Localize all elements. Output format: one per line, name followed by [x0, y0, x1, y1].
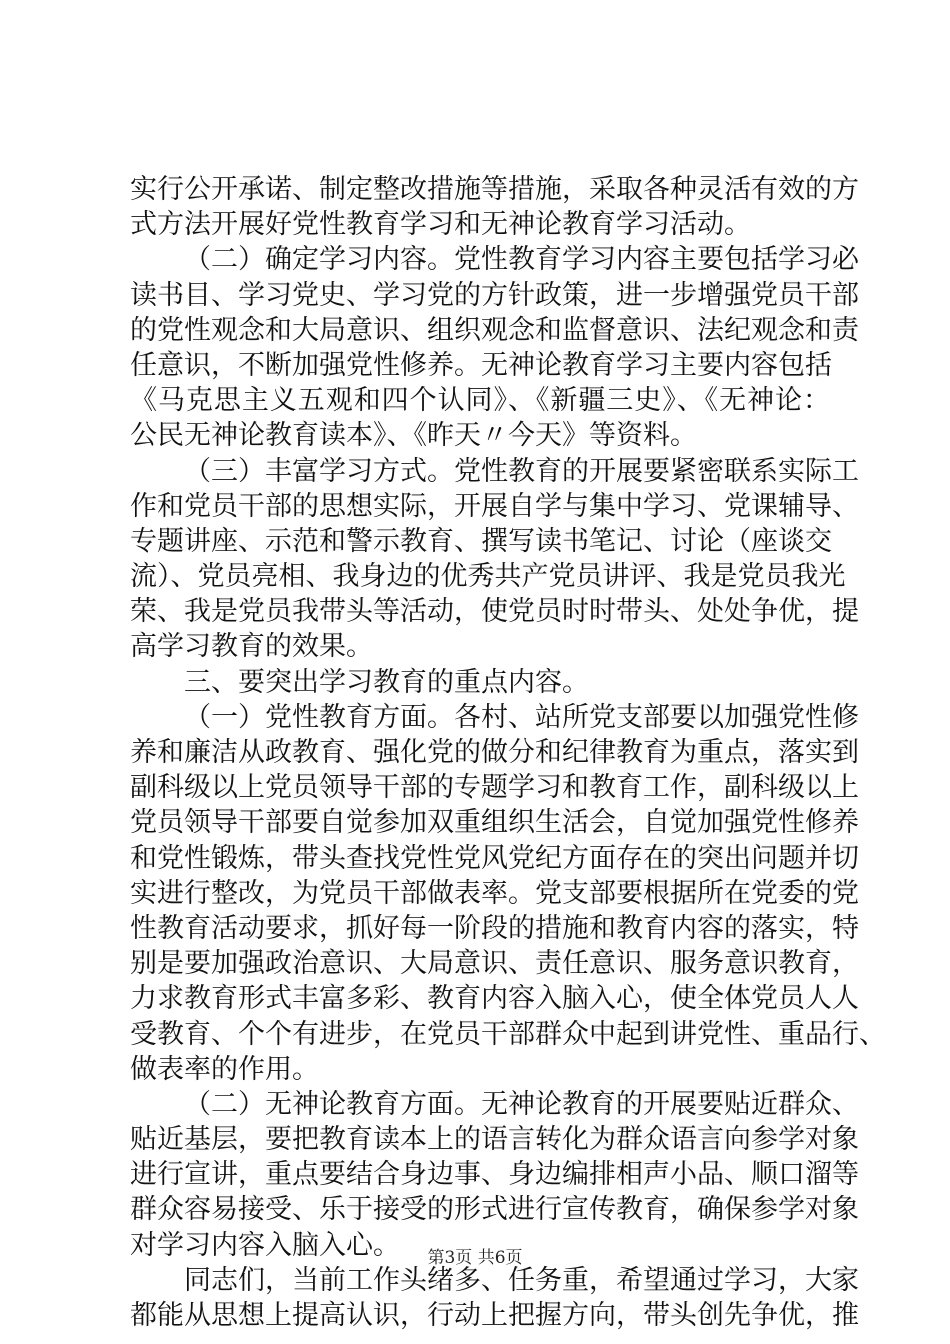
text-line: 流）、党员亮相、我身边的优秀共产党员讲评、我是党员我光	[130, 561, 846, 593]
text-line: 和党性锻炼，带头查找党性党风党纪方面存在的突出问题并切	[130, 842, 859, 874]
text-line: 群众容易接受、乐于接受的形式进行宣传教育，确保参学对象	[130, 1194, 859, 1226]
text-line: 任意识，不断加强党性修养。无神论教育学习主要内容包括	[130, 349, 832, 381]
text-line: 实进行整改，为党员干部做表率。党支部要根据所在党委的党	[130, 877, 859, 909]
text-line: 作和党员干部的思想实际，开展自学与集中学习、党课辅导、	[130, 490, 859, 522]
text-line: 性教育活动要求，抓好每一阶段的措施和教育内容的落实，特	[130, 912, 859, 944]
text-line: 实行公开承诺、制定整改措施等措施，采取各种灵活有效的方	[130, 174, 859, 205]
text-line: 公民无神论教育读本》、《昨天〃今天》等资料。	[130, 420, 697, 452]
text-line: 对学习内容入脑入心。	[130, 1229, 400, 1261]
text-line: 养和廉洁从政教育、强化党的做分和纪律教育为重点，落实到	[130, 737, 859, 768]
text-line: 做表率的作用。	[130, 1053, 319, 1085]
text-line: 式方法开展好党性教育学习和无神论教育学习活动。	[130, 209, 751, 241]
text-line: 别是要加强政治意识、大局意识、责任意识、服务意识教育，	[130, 948, 859, 980]
text-line: 《马克思主义五观和四个认同》、《新疆三史》、《无神论：	[130, 385, 830, 417]
text-line: 党员领导干部要自觉参加双重组织生活会，自觉加强党性修养	[130, 807, 859, 839]
text-line: 副科级以上党员领导干部的专题学习和教育工作，副科级以上	[130, 772, 859, 804]
text-line: 贴近基层，要把教育读本上的语言转化为群众语言向参学对象	[130, 1124, 859, 1156]
text-line: （三）丰富学习方式。党性教育的开展要紧密联系实际工	[184, 455, 859, 487]
page-footer: 第3页 共6页	[427, 1248, 523, 1268]
text-line: 进行宣讲，重点要结合身边事、身边编排相声小品、顺口溜等	[130, 1159, 859, 1191]
text-line: 读书目、学习党史、学习党的方针政策，进一步增强党员干部	[130, 279, 859, 311]
text-line: 都能从思想上提高认识，行动上把握方向，带头创先争优，推	[130, 1300, 859, 1331]
text-line: 力求教育形式丰富多彩、教育内容入脑入心，使全体党员人人	[130, 983, 859, 1015]
text-line: 高学习教育的效果。	[130, 631, 373, 663]
text-line: （二）确定学习内容。党性教育学习内容主要包括学习必	[184, 244, 859, 276]
text-line: 专题讲座、示范和警示教育、撰写读书笔记、讨论（座谈交	[130, 525, 832, 557]
text-line: 荣、我是党员我带头等活动，使党员时时带头、处处争优，提	[130, 596, 859, 628]
text-line: 同志们，当前工作头绪多、任务重，希望通过学习，大家	[184, 1264, 859, 1296]
text-line: 三、要突出学习教育的重点内容。	[184, 666, 589, 698]
text-line: （一）党性教育方面。各村、站所党支部要以加强党性修	[184, 701, 859, 733]
document-body	[130, 172, 886, 1333]
text-line: 的党性观念和大局意识、组织观念和监督意识、法纪观念和责	[130, 314, 859, 346]
text-line: （二）无神论教育方面。无神论教育的开展要贴近群众、	[184, 1088, 859, 1120]
text-line: 受教育、个个有进步，在党员干部群众中起到讲党性、重品行、	[130, 1018, 886, 1050]
